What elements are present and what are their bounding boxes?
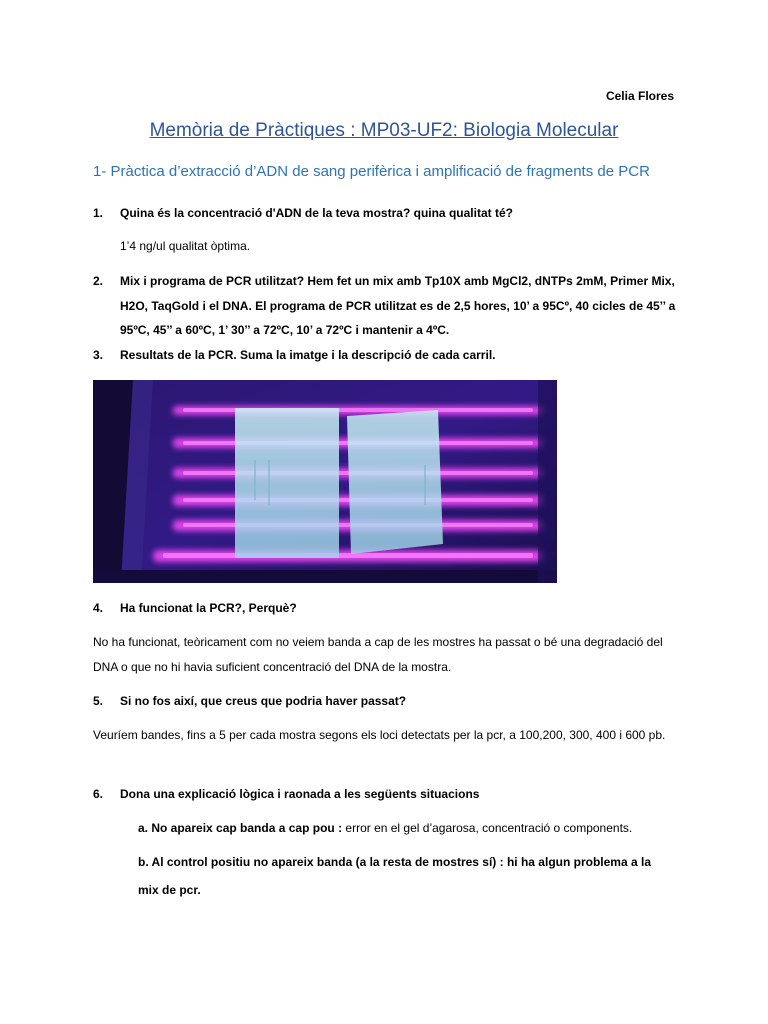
question-text: Quina és la concentració d'ADN de la teva mostra? quina qualitat té?	[120, 206, 513, 220]
document-title-text: Memòria de Pràctiques : MP03-UF2: Biologia Molecular	[149, 120, 619, 141]
question-text: Resultats de la PCR. Suma la imatge i la descripció de cada carril.	[120, 348, 496, 362]
question-text: Dona una explicació lògica i raonada a les següents situacions	[120, 787, 480, 801]
question-body	[120, 269, 683, 343]
answer-2: Hem fet un mix amb Tp10X amb MgCl2, dNTPs 2mM, Primer Mix, H2O, TaqGold i el DNA. El programa de PCR utilitzat es de 2,5 hores, 10’ a 95Cº, 40 cicles de 45’’ a 95ºC, 45’’ a 60ºC, 1’ 30’’ a 72ºC, 10’ a 72ºC i mantenir a 4ºC.	[120, 274, 676, 337]
subitem-label: b. Al control positiu no apareix banda (a la resta de mostres sí) : hi ha algun problema a la mix de pcr.	[138, 855, 651, 897]
electrophoresis-gel-photo	[93, 380, 557, 583]
question-4	[93, 596, 683, 621]
gel-photo-icon	[93, 380, 557, 583]
author-name: Celia Flores	[605, 89, 674, 103]
question-5	[93, 689, 683, 714]
question-text: Si no fos així, que creus que podria haver passat?	[120, 694, 407, 708]
question-number: 4.	[93, 601, 104, 615]
question-number: 5.	[93, 694, 104, 708]
question-3	[93, 343, 683, 368]
question-2	[93, 269, 683, 343]
question-1	[93, 201, 683, 226]
question-number: 6.	[93, 787, 104, 801]
answer-5: Veuríem bandes, fins a 5 per cada mostra segons els loci detectats per la pcr, a 100,200, 300, 400 i 600 pb.	[93, 728, 666, 742]
answer-4: No ha funcionat, teòricament com no veiem banda a cap de les mostres ha passat o bé una degradació del DNA o que no hi havia suficient concentració del DNA de la mostra.	[93, 635, 663, 674]
subitem-label: a. No apareix cap banda a cap pou :	[138, 821, 343, 835]
subitem-text: error en el gel d’agarosa, concentració o components.	[342, 821, 633, 835]
answer-1: 1’4 ng/ul qualitat òptima.	[120, 239, 251, 253]
question-number: 3.	[93, 348, 104, 362]
subitem-b	[138, 848, 670, 904]
document-title	[0, 120, 768, 142]
section-heading: 1- Pràctica d’extracció d’ADN de sang perifèrica i amplificació de fragments de PCR	[93, 163, 650, 180]
question-number: 2.	[93, 274, 104, 288]
question-number: 1.	[93, 206, 104, 220]
question-6	[93, 782, 683, 807]
question-text: Mix i programa de PCR utilitzat?	[120, 274, 305, 288]
question-text: Ha funcionat la PCR?, Perquè?	[120, 601, 297, 615]
subitem-a	[138, 814, 678, 842]
